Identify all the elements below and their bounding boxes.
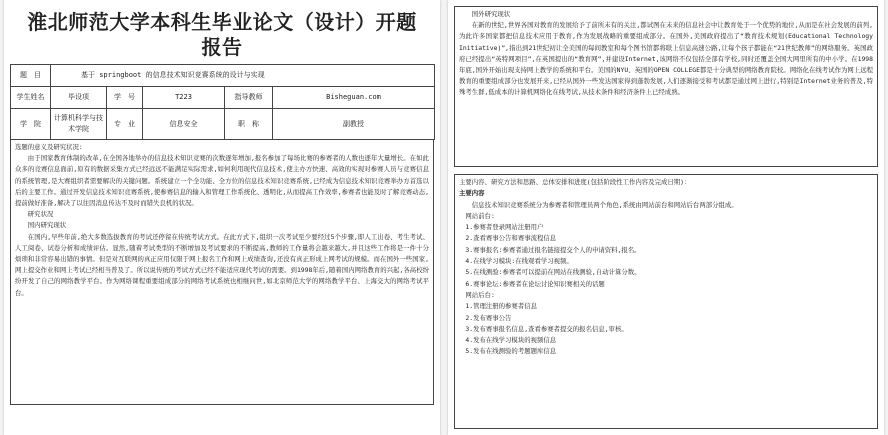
front-list xyxy=(459,211,873,358)
list-item: 2.查看赛事公告和赛事流程信息 xyxy=(465,234,557,243)
topic-label: 题 目 xyxy=(11,65,51,87)
info-table xyxy=(10,64,435,140)
domestic-subheading: 国内研究现状 xyxy=(27,221,67,230)
list-item: 5.发布在线测验的考题题库信息 xyxy=(465,347,557,356)
title-line-1: 淮北师范大学本科生毕业论文（设计）开题 xyxy=(27,10,417,34)
advisor-value: Bisheguan.com xyxy=(273,87,435,109)
major-label: 专 业 xyxy=(107,109,143,140)
advisor-label: 指导教师 xyxy=(225,87,273,109)
section-heading: 选题的意义及研究状况: xyxy=(15,143,83,151)
front-label: 网站前台: xyxy=(465,211,495,220)
significance-section xyxy=(10,140,434,405)
list-item: 5.在线测验:参赛者可以提前在网站在线测验,自动计算分数。 xyxy=(465,268,641,277)
foreign-research-section xyxy=(454,6,878,167)
college-value: 计算机科学与技术学院 xyxy=(51,109,107,140)
plan-heading: 主要内容、研究方法和思路、总体安排和进度(包括阶段性工作内容及完成日期)： xyxy=(459,178,691,186)
job-title-label: 职 称 xyxy=(225,109,273,140)
job-title-value: 副教授 xyxy=(273,109,435,140)
title-line-2: 报告 xyxy=(201,35,243,59)
college-label: 学 院 xyxy=(11,109,51,140)
document-page-right xyxy=(448,0,884,435)
list-item: 4.在线学习模块:在线观看学习视频。 xyxy=(465,257,573,266)
list-item: 6.赛事论坛:参赛者在论坛讨论知识赛相关的话题 xyxy=(465,279,605,288)
list-item: 1.参赛者登录网站注册用户 xyxy=(465,223,544,232)
system-intro: 信息技术知识竞赛系统分为参赛者和管理员两个角色,系统由网站前台和网站后台两部分组成。 xyxy=(471,200,738,209)
document-page-left xyxy=(4,0,440,435)
student-name-label: 学生姓名 xyxy=(11,87,51,109)
significance-paragraph: 由于国家教育体制的改革,在全国各地举办的信息技术知识竞赛的次数逐年增加,报名参加了每场比赛的参赛者的人数也逐年大量增长。在如此众多的竞赛信息面前,原有的数据采集方式已经远远不能满足实际需求,如何利用现代信息技术,使主办方快速、高效的实现对参赛人员与竞赛信息的系统管理,是大赛组织者需要解决的关键问题。系统建立一个全功能、全方位的信息技术知识竞赛系统,已经成为信息技术知识竞赛举办方首选以后的主要工作。通过开发信息技术知识竞赛系统,使参赛信息的输入和管理工作系统化、透明化,从而提高工作效率,参赛者也能及时了解竞赛动态,提前做好准备,解决了以往因消息传达不及时而错失良机的状况。 xyxy=(15,154,429,208)
main-content-section xyxy=(454,174,878,429)
list-item: 3.赛事报名:参赛者通过报名链接提交个人的申请资料,报名。 xyxy=(465,245,641,254)
topic-value: 基于 springboot 的信息技术知识竞赛系统的设计与实现 xyxy=(51,65,435,87)
main-content-label: 主要内容 xyxy=(459,189,485,198)
list-item: 4.发布在线学习模块的视频信息 xyxy=(465,336,557,345)
domestic-paragraph: 在国内,早些年前,绝大多数选拔教育的考试还停留在传统考试方式。在此方式下,组织一次考试至少要经过5个步骤,即人工出卷、考生考试、人工阅卷、试卷分析和成绩评估。显然,随着考试类型的不断增加及考试要求的不断提高,教师的工作量将会越来越大,并且这些工作将是一件十分烦琐和非常容易出错的事情。但是对互联网的真正应用仅限于网上报名工作和网上成绩查询,还没有真正形成上网考试的规模。而在国外一些国家,网上提交作业和网上考试已经相当普及了。所以说传统的考试方式已经不能适应现代考试的需要。到1998年后,随着国内网络教育的兴起,各高校纷纷开发了自己的网络教学平台。作为网络课程重要组成部分的网络考试系统也相继问世,如北京师范大学的网络教学平台、上海交大的网络考试平台。 xyxy=(15,232,429,297)
document-title xyxy=(4,10,440,60)
student-id-label: 学 号 xyxy=(107,87,143,109)
back-label: 网站后台: xyxy=(465,290,495,299)
major-value: 信息安全 xyxy=(143,109,225,140)
student-name-value: 毕设项 xyxy=(51,87,107,109)
foreign-paragraph: 在新的世纪,世界各国对教育的发展给予了前所未有的关注,都试图在未来的信息社会中让教育处于一个优势的地位,从而是在社会发展的前列,为此许多国家都把信息技术应用于教育,作为发展战略的重要组成部分。在国外,美国政府提出了“教育技术规划(Educational Technology Initiative)”,指出到21世纪初让全美国的每间教室和每个图书馆都将联上信息高速公路,让每个孩子都能在“21世纪教师”的网络服务。英国政府已经提出“英特网项目”,在英国提出的“教育网”,并建设Internet,该网络不仅包括全部有学校,同时还覆盖全国大网里所有的中小学。在1998年底,国外开始出现支持网上教学的系统和平台。美国的NYU、英国的OPEN COLLEGE都是十分典型的网络教育院校。网络化在线考试作为网上远程教育的重要组成部分也发展开来,已经从国外一些发达国家得到蓬勃发展,人们逐渐接受和考试都是通过网上进行,特别是Internet业务的普及,特殊考生群,低成本的计算机网络化在线考试,从技术条件和经济条件上已经成熟。 xyxy=(459,21,873,97)
foreign-subheading: 国外研究现状 xyxy=(471,10,511,18)
list-item: 3.发布赛事报名信息,查看参赛者提交的报名信息,审核。 xyxy=(465,324,628,333)
student-id-value: T223 xyxy=(143,87,225,109)
list-item: 2.发布赛事公告 xyxy=(465,313,512,322)
status-subheading: 研究状况 xyxy=(27,210,54,219)
list-item: 1.管理注册的参赛者信息 xyxy=(465,302,537,311)
